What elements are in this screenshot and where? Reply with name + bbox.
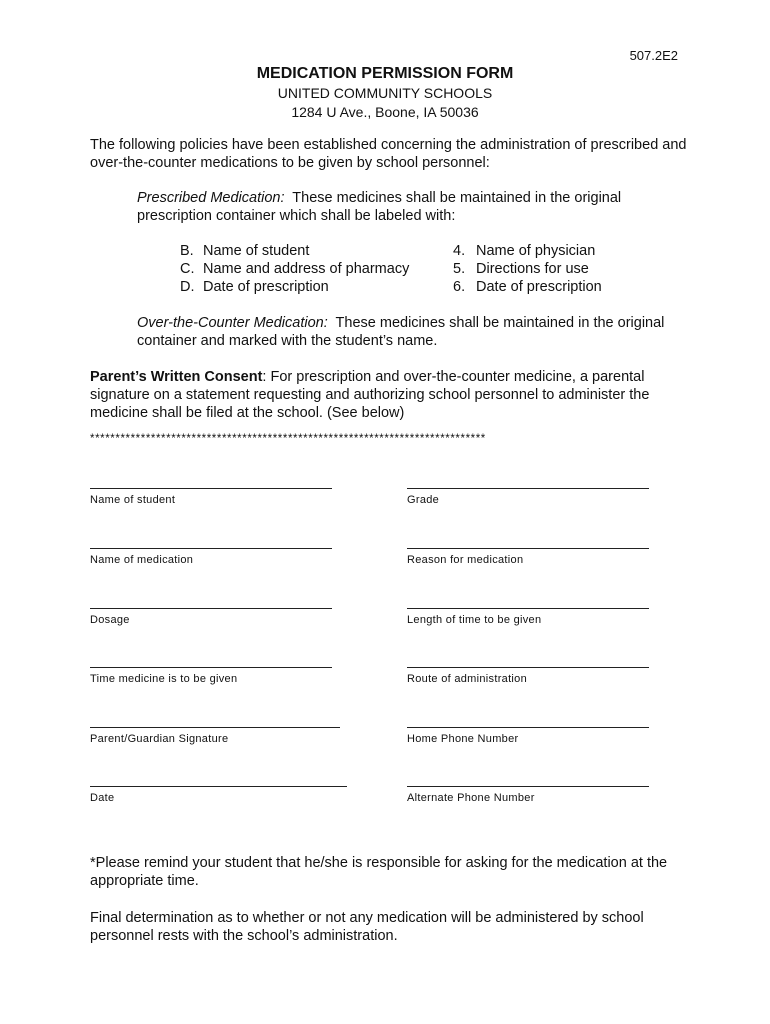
reminder-paragraph: *Please remind your student that he/she is responsible for asking for the medication at the appropriate time. [90, 855, 668, 889]
list-marker: C. [180, 261, 195, 277]
consent-label: Parent’s Written Consent [90, 369, 263, 385]
label-requirements-list-right [453, 242, 602, 296]
route-field[interactable] [407, 667, 649, 685]
field-label: Parent/Guardian Signature [90, 733, 229, 745]
signature-line[interactable] [90, 608, 332, 609]
field-label: Date [90, 792, 115, 804]
signature-line[interactable] [407, 727, 649, 728]
list-marker: 5. [453, 261, 466, 277]
school-name: UNITED COMMUNITY SCHOOLS [277, 85, 493, 101]
intro-paragraph: The following policies have been established concerning the administration of prescribed and over-the-counter medications to be given by school personnel: [90, 137, 687, 171]
signature-line[interactable] [407, 786, 649, 787]
signature-line[interactable] [90, 727, 340, 728]
home-phone-field[interactable] [407, 727, 649, 745]
list-marker: D. [180, 279, 195, 295]
consent-paragraph [90, 368, 690, 422]
otc-paragraph [137, 314, 697, 350]
label-requirements-list-left [180, 242, 409, 296]
field-label: Route of administration [407, 673, 528, 685]
prescribed-label: Prescribed Medication: [137, 190, 285, 206]
separator-stars: ****************************************************************************** [90, 433, 486, 445]
name-of-medication-field[interactable] [90, 548, 332, 566]
signature-line[interactable] [407, 667, 649, 668]
list-item [180, 242, 409, 260]
list-item [180, 278, 409, 296]
grade-field[interactable] [407, 488, 649, 506]
final-determination-paragraph: Final determination as to whether or not any medication will be administered by school personnel rests with the school’s administration. [90, 910, 644, 944]
reason-for-medication-field[interactable] [407, 548, 649, 566]
date-field[interactable] [90, 786, 347, 804]
prescribed-paragraph [137, 189, 697, 225]
field-label: Time medicine is to be given [90, 673, 238, 685]
form-title: MEDICATION PERMISSION FORM [256, 65, 514, 82]
list-marker: 6. [453, 279, 466, 295]
signature-line[interactable] [90, 667, 332, 668]
name-of-student-field[interactable] [90, 488, 332, 506]
otc-text: These medicines shall be maintained in the original container and marked with the student’s name. [137, 315, 665, 349]
list-marker: B. [180, 243, 194, 259]
field-label: Grade [407, 494, 440, 506]
signature-line[interactable] [407, 548, 649, 549]
time-given-field[interactable] [90, 667, 332, 685]
list-text: Directions for use [476, 261, 589, 277]
parent-signature-field[interactable] [90, 727, 340, 745]
list-text: Name and address of pharmacy [203, 261, 410, 277]
prescribed-text: These medicines shall be maintained in the original prescription container which shall be labeled with: [137, 190, 622, 224]
signature-line[interactable] [90, 488, 332, 489]
dosage-field[interactable] [90, 608, 332, 626]
list-text: Name of physician [476, 243, 596, 259]
field-label: Home Phone Number [407, 733, 519, 745]
signature-line[interactable] [90, 548, 332, 549]
list-text: Date of prescription [476, 279, 602, 295]
consent-text: : For prescription and over-the-counter medicine, a parental signature on a statement requesting and authorizing school personnel to administer the medicine shall be filed at the school. (See below) [90, 369, 650, 421]
field-label: Name of student [90, 494, 176, 506]
field-label: Length of time to be given [407, 614, 542, 626]
field-label: Dosage [90, 614, 130, 626]
field-label: Alternate Phone Number [407, 792, 535, 804]
alternate-phone-field[interactable] [407, 786, 649, 804]
list-item [453, 242, 602, 260]
signature-line[interactable] [407, 608, 649, 609]
list-marker: 4. [453, 243, 466, 259]
length-of-time-field[interactable] [407, 608, 649, 626]
signature-line[interactable] [90, 786, 347, 787]
otc-label: Over-the-Counter Medication: [137, 315, 328, 331]
list-item [180, 260, 409, 278]
form-code: 507.2E2 [629, 48, 678, 63]
list-item [453, 260, 602, 278]
field-label: Reason for medication [407, 554, 524, 566]
list-item [453, 278, 602, 296]
list-text: Name of student [203, 243, 310, 259]
field-label: Name of medication [90, 554, 194, 566]
school-address: 1284 U Ave., Boone, IA 50036 [291, 104, 479, 120]
list-text: Date of prescription [203, 279, 329, 295]
signature-line[interactable] [407, 488, 649, 489]
